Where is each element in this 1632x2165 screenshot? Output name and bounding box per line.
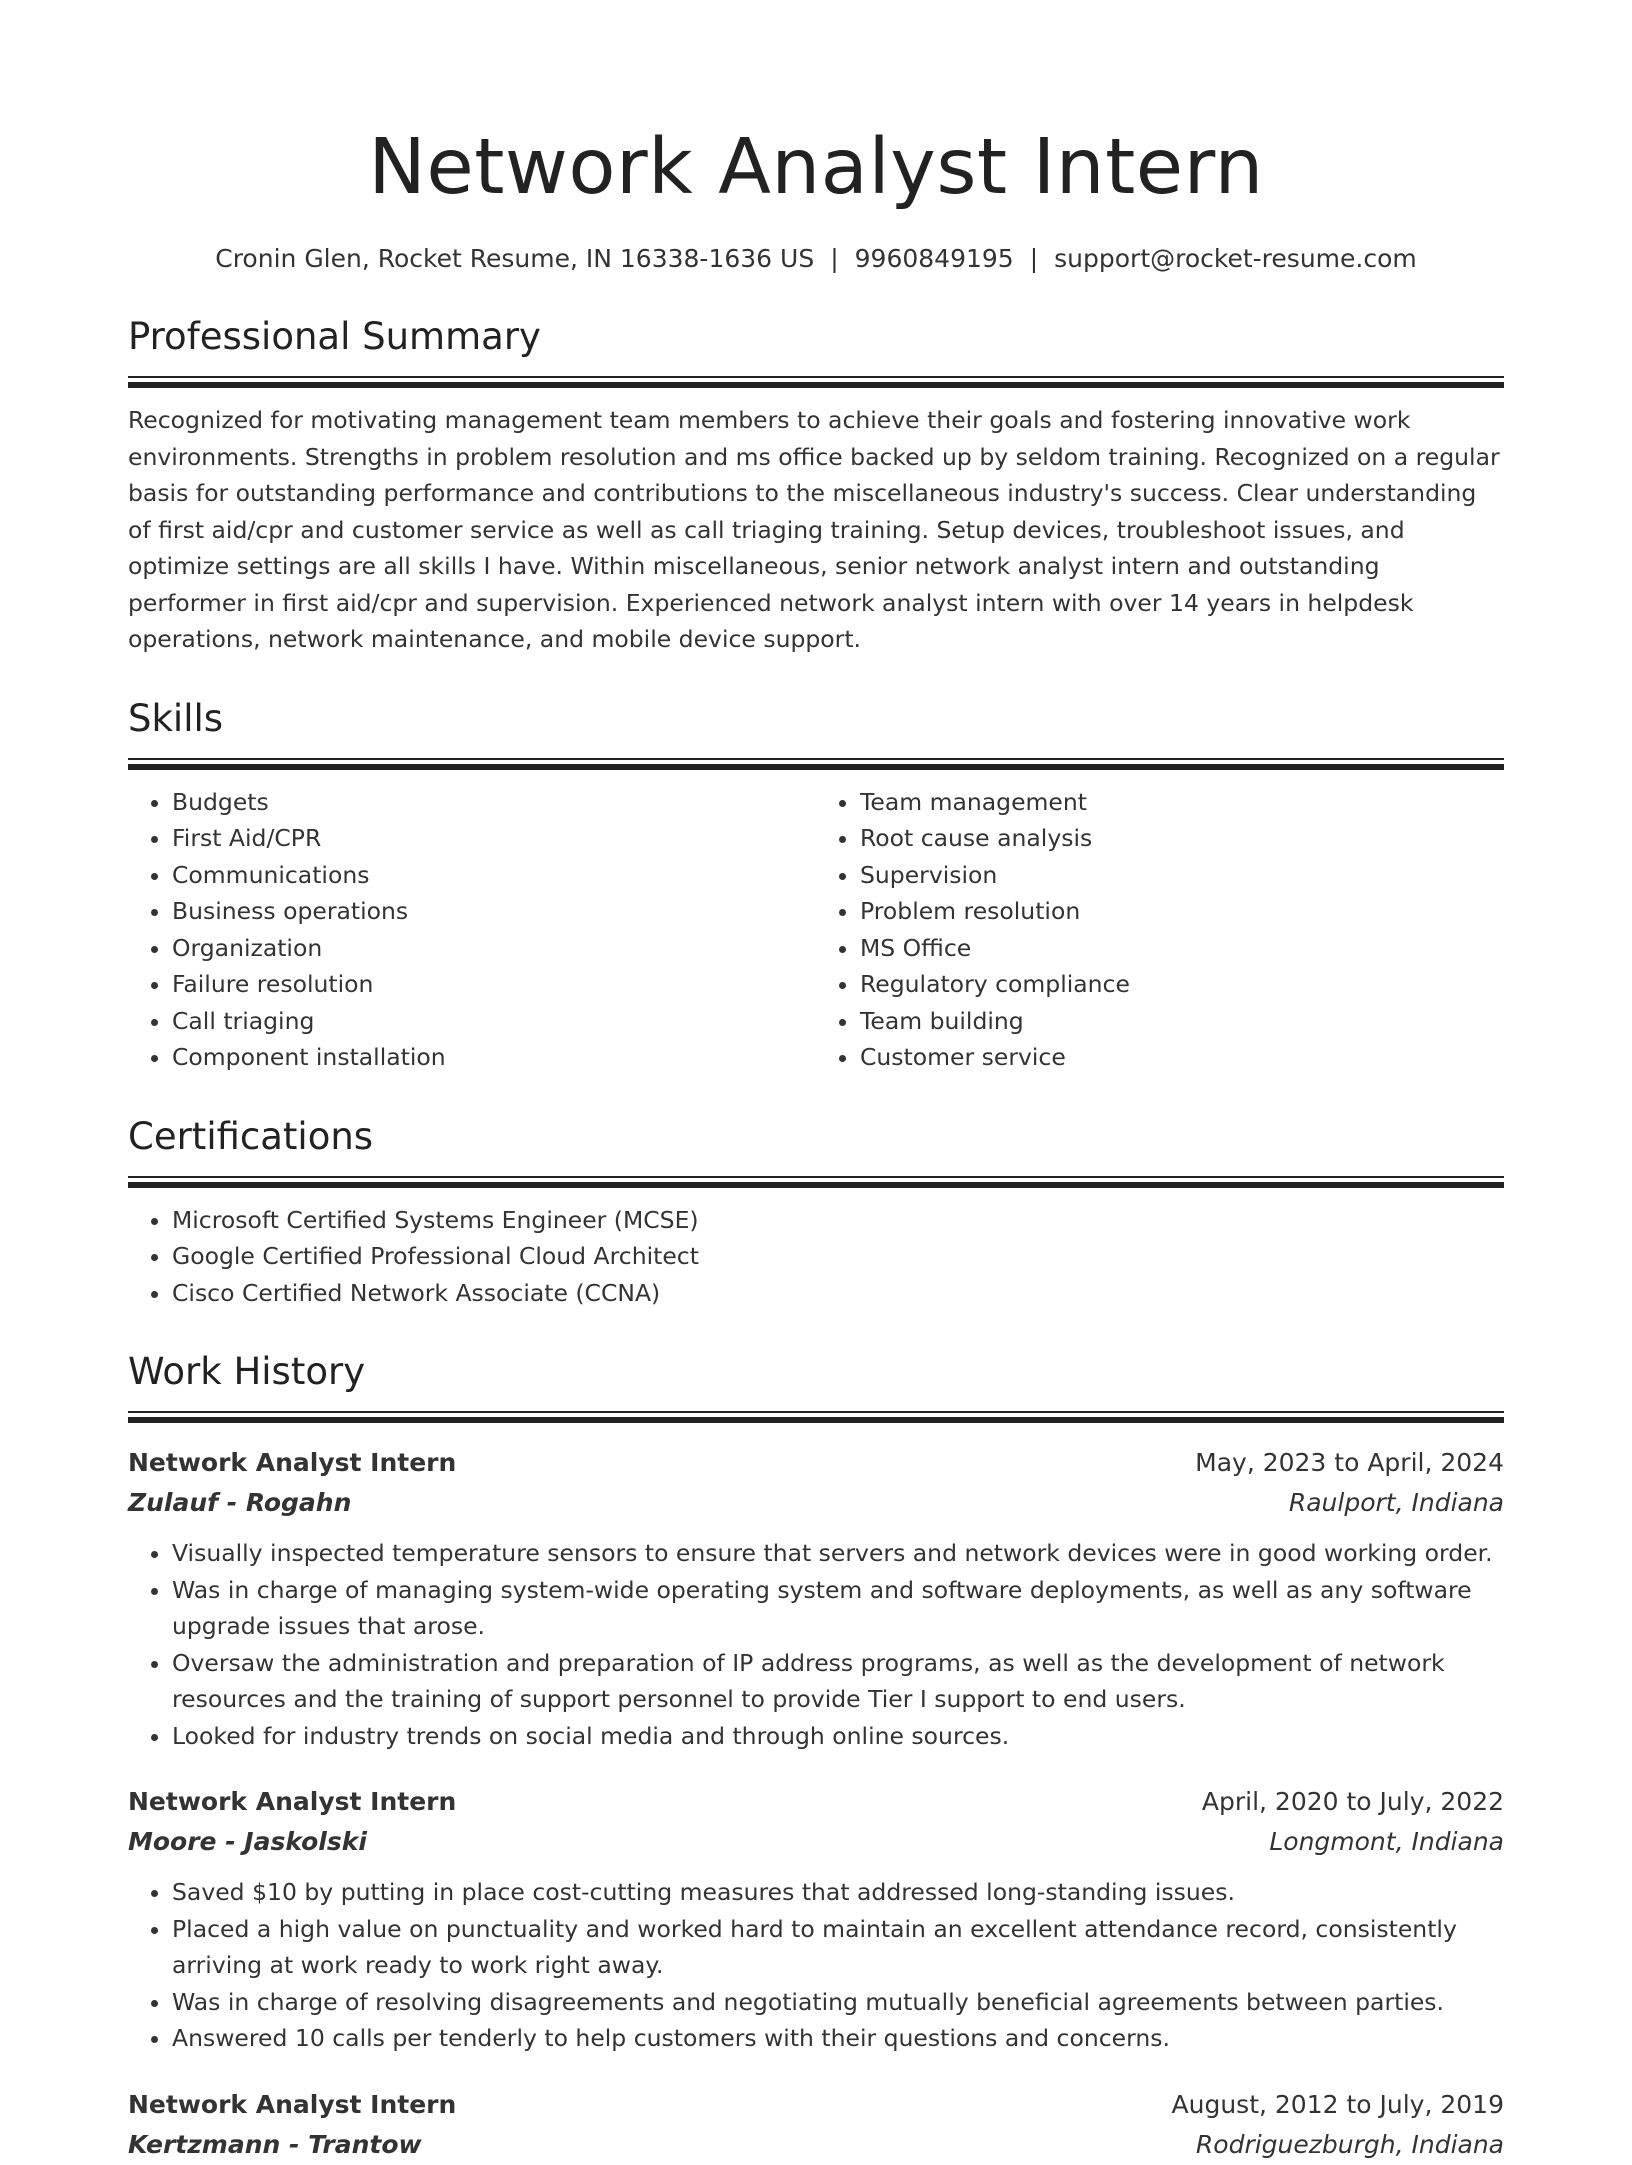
job-title: Network Analyst Intern: [128, 2089, 457, 2119]
work-history-section-header: [128, 1347, 1504, 1423]
skill-item: • Call triaging: [172, 1003, 816, 1040]
skill-item: • Regulatory compliance: [860, 966, 1504, 1003]
skill-item: • Root cause analysis: [860, 820, 1504, 857]
skill-item: • Component installation: [172, 1039, 816, 1076]
summary-section-header: [128, 312, 1504, 388]
job-bullets: [128, 1535, 1504, 1754]
job-bullet: • Was in charge of managing system-wide operating system and software deployments, as well as any software upgrade issues that arose.: [172, 1572, 1504, 1645]
job-dates: April, 2020 to July, 2022: [1201, 1787, 1504, 1816]
section-divider: [128, 758, 1504, 770]
certifications-list: [128, 1202, 1504, 1312]
skills-list-left: [128, 784, 816, 1076]
skills-heading: Skills: [128, 696, 224, 740]
job-title: Network Analyst Intern: [128, 1448, 457, 1477]
skill-item: • Problem resolution: [860, 893, 1504, 930]
job-entry: [128, 2085, 1504, 2165]
job-location: Raulport, Indiana: [1288, 1488, 1504, 1517]
job-bullet: • Answered 10 calls per tenderly to help customers with their questions and concerns.: [172, 2020, 1504, 2057]
skill-item: • Customer service: [860, 1039, 1504, 1076]
job-bullet: • Visually inspected temperature sensors to ensure that servers and network devices were in good working order.: [172, 1535, 1504, 1572]
contact-separator: |: [830, 244, 839, 273]
certification-item: • Cisco Certified Network Associate (CCNA): [172, 1275, 1504, 1312]
job-title-row: [128, 1782, 1504, 1822]
certification-item: • Google Certified Professional Cloud Architect: [172, 1238, 1504, 1275]
contact-line: [128, 242, 1504, 276]
skills-section-header: [128, 694, 1504, 770]
job-entry: [128, 1443, 1504, 1754]
job-location: Longmont, Indiana: [1269, 1827, 1504, 1856]
job-dates: August, 2012 to July, 2019: [1171, 2089, 1504, 2119]
skill-item: • Team management: [860, 784, 1504, 821]
skill-item: • Communications: [172, 857, 816, 894]
job-title-row: [128, 1443, 1504, 1483]
job-company-row: [128, 1483, 1504, 1523]
contact-phone: 9960849195: [854, 244, 1014, 273]
skill-item: • Budgets: [172, 784, 816, 821]
certifications-section-header: [128, 1112, 1504, 1188]
summary-heading: Professional Summary: [128, 315, 541, 358]
skills-grid: [128, 770, 1504, 1076]
job-title: Network Analyst Intern: [128, 1787, 457, 1816]
skill-item: • Supervision: [860, 857, 1504, 894]
skills-list-right: [816, 784, 1504, 1076]
certifications-heading: Certifications: [128, 1114, 374, 1158]
skill-item: • Organization: [172, 930, 816, 967]
contact-address: Cronin Glen, Rocket Resume, IN 16338-1636 US: [215, 244, 815, 273]
job-company: Zulauf - Rogahn: [128, 1488, 352, 1517]
job-bullet: • Saved $10 by putting in place cost-cutting measures that addressed long-standing issues.: [172, 1874, 1504, 1911]
job-company-row: [128, 1822, 1504, 1862]
job-bullet: • Looked for industry trends on social media and through online sources.: [172, 1718, 1504, 1755]
job-bullet: • Was in charge of resolving disagreements and negotiating mutually beneficial agreements between parties.: [172, 1984, 1504, 2021]
skill-item: • MS Office: [860, 930, 1504, 967]
contact-email: support@rocket-resume.com: [1054, 244, 1417, 273]
job-company: Kertzmann - Trantow: [128, 2129, 422, 2159]
job-location: Rodriguezburgh, Indiana: [1195, 2129, 1504, 2159]
section-divider: [128, 376, 1504, 388]
job-company: Moore - Jaskolski: [128, 1827, 367, 1856]
contact-separator: |: [1029, 244, 1039, 273]
job-bullet: • Oversaw the administration and preparation of IP address programs, as well as the development of network resources and the training of support personnel to provide Tier I support to end users.: [172, 1645, 1504, 1718]
skill-item: • Business operations: [172, 893, 816, 930]
section-divider: [128, 1176, 1504, 1188]
section-divider: [128, 1411, 1504, 1423]
skill-item: • Failure resolution: [172, 966, 816, 1003]
skill-item: • First Aid/CPR: [172, 820, 816, 857]
job-dates: May, 2023 to April, 2024: [1195, 1448, 1504, 1477]
job-bullets: [128, 1874, 1504, 2057]
certification-item: • Microsoft Certified Systems Engineer (MCSE): [172, 1202, 1504, 1239]
job-title-row: [128, 2085, 1504, 2125]
job-bullet: • Placed a high value on punctuality and worked hard to maintain an excellent attendance record, consistently arriving at work ready to work right away.: [172, 1911, 1504, 1984]
job-entry: [128, 1782, 1504, 2057]
skill-item: • Team building: [860, 1003, 1504, 1040]
job-company-row: [128, 2125, 1504, 2165]
work-history-heading: Work History: [128, 1350, 366, 1393]
page-title: Network Analyst Intern: [368, 123, 1264, 212]
summary-text: Recognized for motivating management team members to achieve their goals and fostering innovative work environments. Strengths in problem resolution and ms office backed up by seldom training. Recognized on a regular basis for outstanding performance and contributions to the miscellaneous industry's success. Clear understanding of first aid/cpr and customer service as well as call triaging training. Setup devices, troubleshoot issues, and optimize settings are all skills I have. Within miscellaneous, senior network analyst intern and outstanding performer in first aid/cpr and supervision. Experienced network analyst intern with over 14 years in helpdesk operations, network maintenance, and mobile device support.: [128, 406, 1500, 653]
